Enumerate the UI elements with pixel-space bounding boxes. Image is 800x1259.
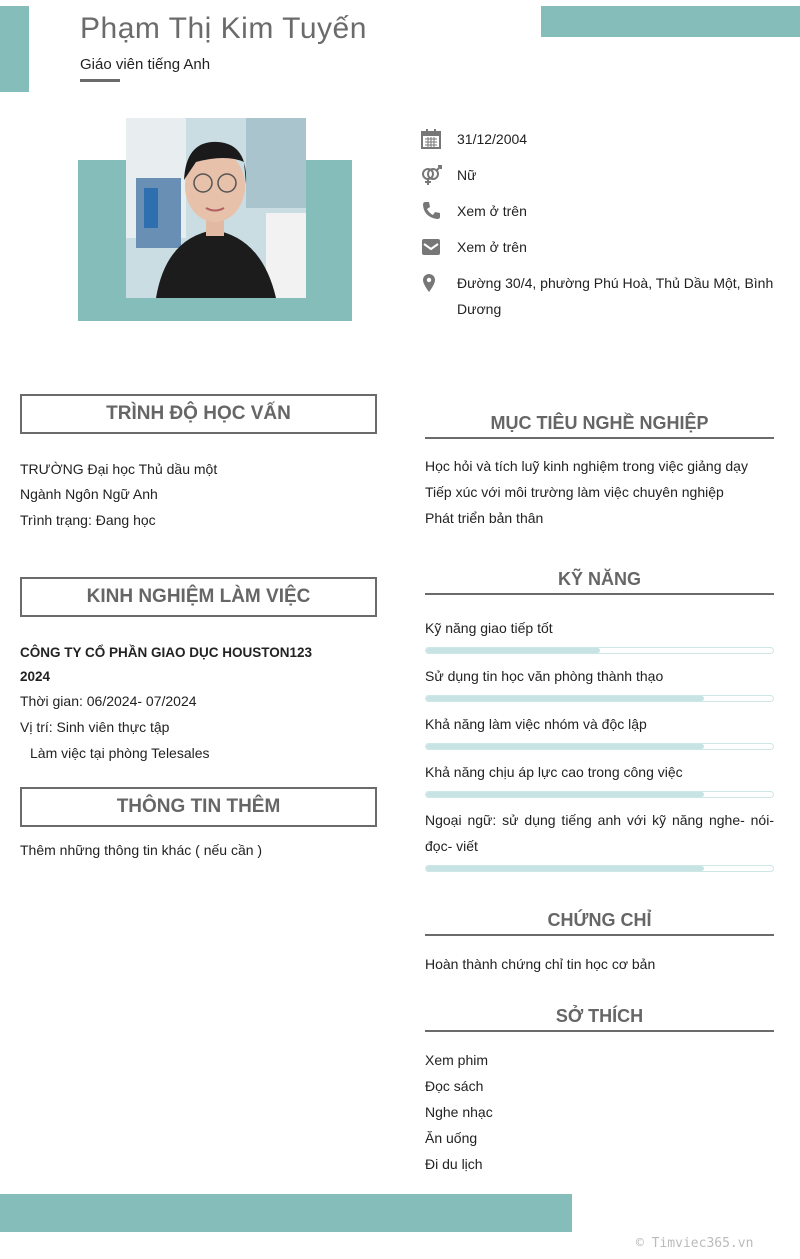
contact-email [420,236,780,260]
skill-label: Khả năng chịu áp lực cao trong công việc [425,764,683,780]
skills-heading: KỸ NĂNG [425,569,774,595]
experience-heading: KINH NGHIỆM LÀM VIỆC [20,577,377,617]
skill-label: Sử dụng tin học văn phòng thành thạo [425,668,664,684]
hobby-item: Đọc sách [425,1078,484,1094]
objective-heading: MỤC TIÊU NGHỀ NGHIỆP [425,413,774,439]
hobby-item: Xem phim [425,1052,489,1068]
title-underline [80,79,120,82]
candidate-name: Phạm Thị Kim Tuyến [80,12,367,45]
skill-label: Kỹ năng giao tiếp tốt [425,620,553,636]
phone-icon [420,200,442,222]
job-title: Giáo viên tiếng Anh [80,56,211,73]
skill-bar-fill [426,648,600,653]
skill-bar-fill [426,792,704,797]
skill-bar [425,791,774,798]
map-pin-icon [420,272,442,294]
objective-line: Phát triển bản thân [425,510,544,526]
address-text [457,270,773,322]
skill-bar-fill [426,744,704,749]
contact-gender [420,164,780,188]
hobby-item: Ăn uống [425,1130,478,1146]
contact-phone [420,200,780,224]
additional-heading: THÔNG TIN THÊM [20,787,377,827]
calendar-icon [420,128,442,150]
watermark: © Timviec365.vn [636,1236,754,1251]
skill-bar-fill [426,866,704,871]
gender-icon [420,164,442,186]
hobby-item: Đi du lịch [425,1156,483,1172]
experience-detail: Làm việc tại phòng Telesales [30,745,210,761]
phone-text: Xem ở trên [457,203,527,219]
gender-text: Nữ [457,167,477,183]
address-line-2: Dương [457,301,502,317]
address-line-1: Đường 30/4, phường Phú Hoà, Thủ Dầu Một, Bình [457,275,774,291]
envelope-icon [420,236,442,258]
skill-label-continued: đọc- viết [425,838,478,854]
objective-line: Tiếp xúc với môi trường làm việc chuyên nghiệp [425,484,724,500]
certificate-text: Hoàn thành chứng chỉ tin học cơ bản [425,956,656,972]
objective-line: Học hỏi và tích luỹ kinh nghiệm trong việc giảng dạy [425,458,748,474]
email-text: Xem ở trên [457,239,527,255]
experience-year: 2024 [20,669,51,684]
contact-birthday [420,128,780,152]
additional-text: Thêm những thông tin khác ( nếu cần ) [20,842,263,858]
education-line: Ngành Ngôn Ngữ Anh [20,486,158,502]
decor-block-right [541,6,800,37]
hobby-item: Nghe nhạc [425,1104,493,1120]
decor-block-left [0,6,29,92]
skill-bar [425,647,774,654]
education-line: Trình trạng: Đang học [20,512,156,528]
hobbies-heading: SỞ THÍCH [425,1006,774,1032]
experience-time: Thời gian: 06/2024- 07/2024 [20,693,197,709]
education-line: TRƯỜNG Đại học Thủ dầu một [20,461,218,477]
birthday-text: 31/12/2004 [457,131,528,147]
certificates-heading: CHỨNG CHỈ [425,910,774,936]
skill-bar [425,865,774,872]
profile-photo [126,118,306,298]
skill-bar [425,743,774,750]
skill-bar [425,695,774,702]
skill-label: Ngoại ngữ: sử dụng tiếng anh với kỹ năng nghe- nói- [425,812,774,828]
contact-address [420,272,780,322]
skill-label: Khả năng làm việc nhóm và độc lập [425,716,647,732]
skill-bar-fill [426,696,704,701]
decor-block-bottom [0,1194,572,1232]
education-heading: TRÌNH ĐỘ HỌC VẤN [20,394,377,434]
experience-company: CÔNG TY CỔ PHẦN GIAO DỤC HOUSTON123 [20,645,313,660]
experience-position: Vị trí: Sinh viên thực tập [20,719,170,735]
